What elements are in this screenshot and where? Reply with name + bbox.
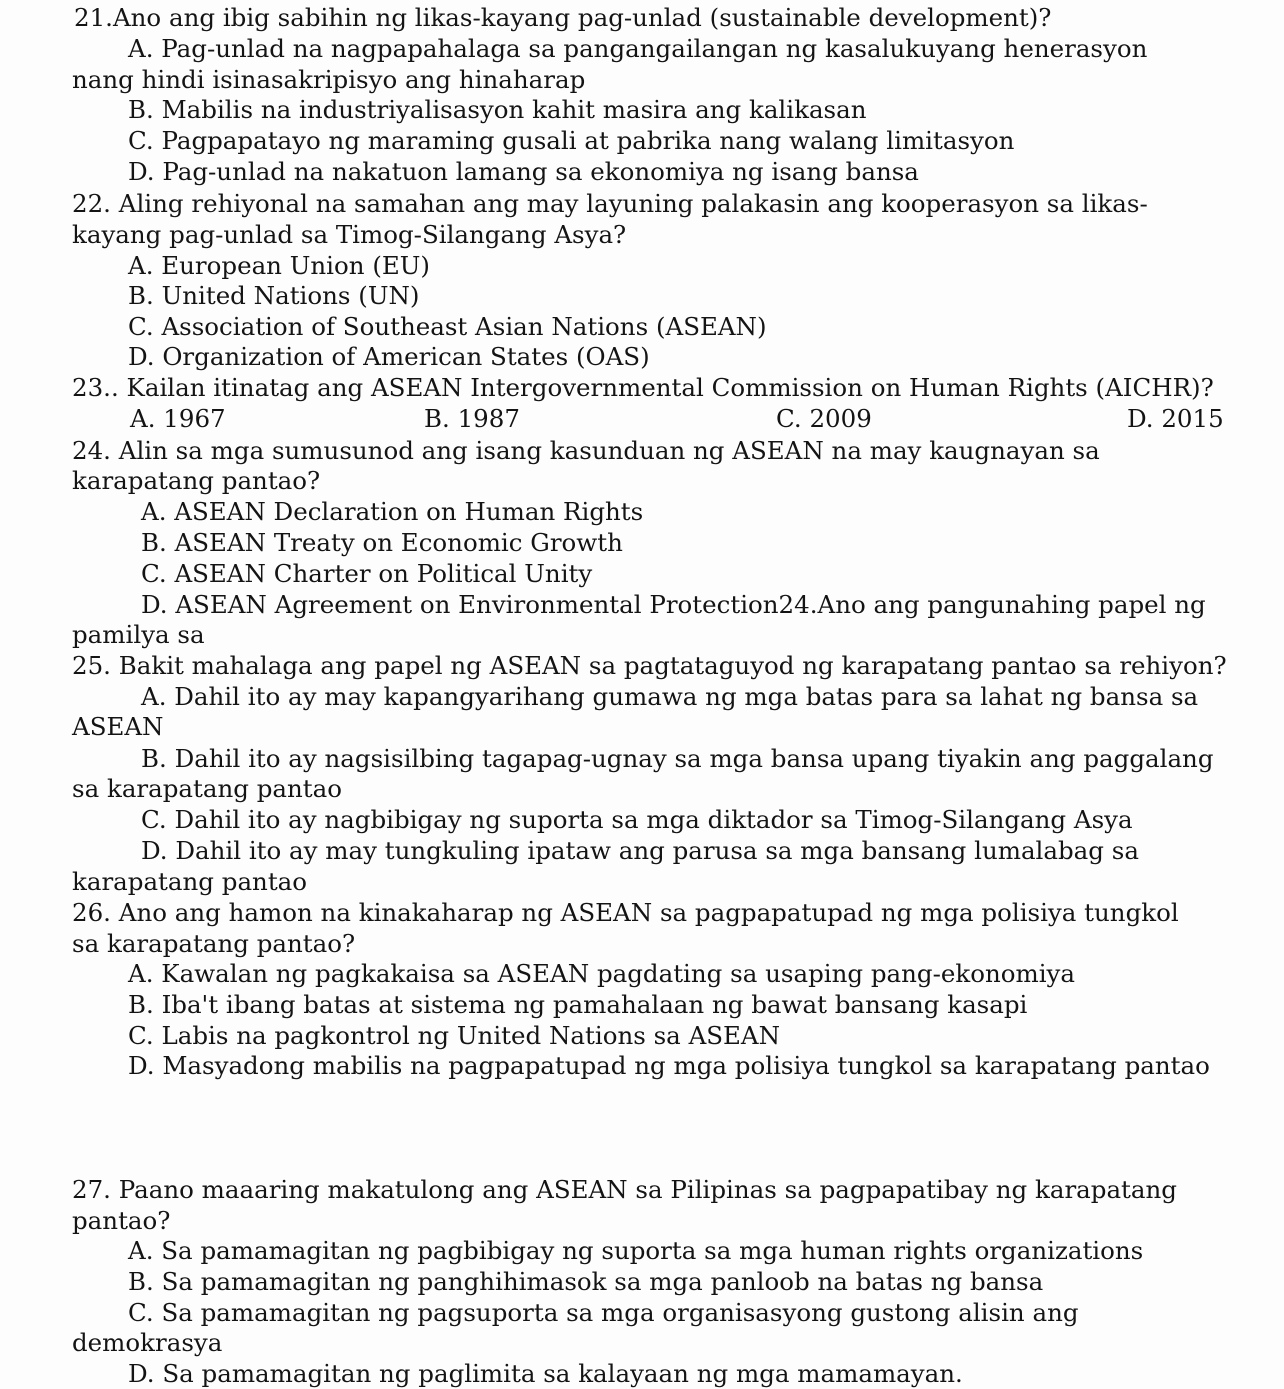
q25-option-d-cont: karapatang pantao [72, 867, 308, 896]
q25-option-a: A. Dahil ito ay may kapangyarihang gumawa ng mga batas para sa lahat ng bansa sa [141, 682, 1199, 711]
q22-option-c: C. Association of Southeast Asian Nations (ASEAN) [128, 312, 767, 341]
q24-option-d: D. ASEAN Agreement on Environmental Protection24.Ano ang pangunahing papel ng [141, 590, 1206, 619]
q23-question: 23.. Kailan itinatag ang ASEAN Intergovernmental Commission on Human Rights (AICHR)? [72, 373, 1214, 402]
q27-question-cont: pantao? [72, 1206, 171, 1235]
q26-option-a: A. Kawalan ng pagkakaisa sa ASEAN pagdating sa usaping pang-ekonomiya [128, 959, 1076, 988]
q25-option-c: C. Dahil ito ay nagbibigay ng suporta sa mga diktador sa Timog-Silangang Asya [141, 805, 1133, 834]
q27-option-a: A. Sa pamamagitan ng pagbibigay ng suporta sa mga human rights organizations [128, 1236, 1144, 1265]
q24-option-c: C. ASEAN Charter on Political Unity [141, 559, 593, 588]
q26-question-cont: sa karapatang pantao? [72, 929, 356, 958]
q22-question: 22. Aling rehiyonal na samahan ang may layuning palakasin ang kooperasyon sa likas- [72, 189, 1148, 218]
q25-option-b-cont: sa karapatang pantao [72, 774, 343, 803]
q23-option-b: B. 1987 [424, 404, 520, 433]
q25-option-a-cont: ASEAN [72, 712, 164, 741]
q21-option-a: A. Pag-unlad na nagpapahalaga sa pangangailangan ng kasalukuyang henerasyon [128, 34, 1148, 63]
q22-option-d: D. Organization of American States (OAS) [128, 342, 650, 371]
q23-option-a: A. 1967 [130, 404, 226, 433]
q26-option-b: B. Iba't ibang batas at sistema ng pamahalaan ng bawat bansang kasapi [128, 990, 1028, 1019]
q27-option-c: C. Sa pamamagitan ng pagsuporta sa mga organisasyong gustong alisin ang [128, 1298, 1079, 1327]
q24-question: 24. Alin sa mga sumusunod ang isang kasunduan ng ASEAN na may kaugnayan sa [72, 436, 1100, 465]
q26-option-c: C. Labis na pagkontrol ng United Nations sa ASEAN [128, 1021, 781, 1050]
q21-option-a-cont: nang hindi isinasakripisyo ang hinaharap [72, 65, 586, 94]
q27-option-c-cont: demokrasya [72, 1328, 223, 1357]
q21-option-c: C. Pagpapatayo ng maraming gusali at pabrika nang walang limitasyon [128, 126, 1015, 155]
q22-question-cont: kayang pag-unlad sa Timog-Silangang Asya? [72, 220, 627, 249]
q26-option-d: D. Masyadong mabilis na pagpapatupad ng mga polisiya tungkol sa karapatang pantao [128, 1051, 1210, 1080]
q25-option-b: B. Dahil ito ay nagsisilbing tagapag-ugnay sa mga bansa upang tiyakin ang paggalang [141, 744, 1214, 773]
q23-option-d: D. 2015 [1127, 404, 1224, 433]
q27-option-b: B. Sa pamamagitan ng panghihimasok sa mga panloob na batas ng bansa [128, 1267, 1044, 1296]
q27-question: 27. Paano maaaring makatulong ang ASEAN sa Pilipinas sa pagpapatibay ng karapatang [72, 1175, 1177, 1204]
q22-option-a: A. European Union (EU) [128, 251, 430, 280]
q25-option-d: D. Dahil ito ay may tungkuling ipataw ang parusa sa mga bansang lumalabag sa [141, 836, 1139, 865]
q24-option-d-cont: pamilya sa [72, 620, 205, 649]
q24-option-a: A. ASEAN Declaration on Human Rights [141, 497, 644, 526]
q27-option-d: D. Sa pamamagitan ng paglimita sa kalayaan ng mga mamamayan. [128, 1359, 963, 1388]
q23-option-c: C. 2009 [776, 404, 872, 433]
q25-question: 25. Bakit mahalaga ang papel ng ASEAN sa pagtataguyod ng karapatang pantao sa rehiyon? [72, 651, 1227, 680]
q21-question: 21.Ano ang ibig sabihin ng likas-kayang pag-unlad (sustainable development)? [74, 3, 1052, 32]
q26-question: 26. Ano ang hamon na kinakaharap ng ASEAN sa pagpapatupad ng mga polisiya tungkol [72, 898, 1179, 927]
q21-option-b: B. Mabilis na industriyalisasyon kahit masira ang kalikasan [128, 95, 867, 124]
q24-option-b: B. ASEAN Treaty on Economic Growth [141, 528, 623, 557]
q22-option-b: B. United Nations (UN) [128, 281, 420, 310]
q21-option-d: D. Pag-unlad na nakatuon lamang sa ekonomiya ng isang bansa [128, 157, 919, 186]
q24-question-cont: karapatang pantao? [72, 466, 321, 495]
